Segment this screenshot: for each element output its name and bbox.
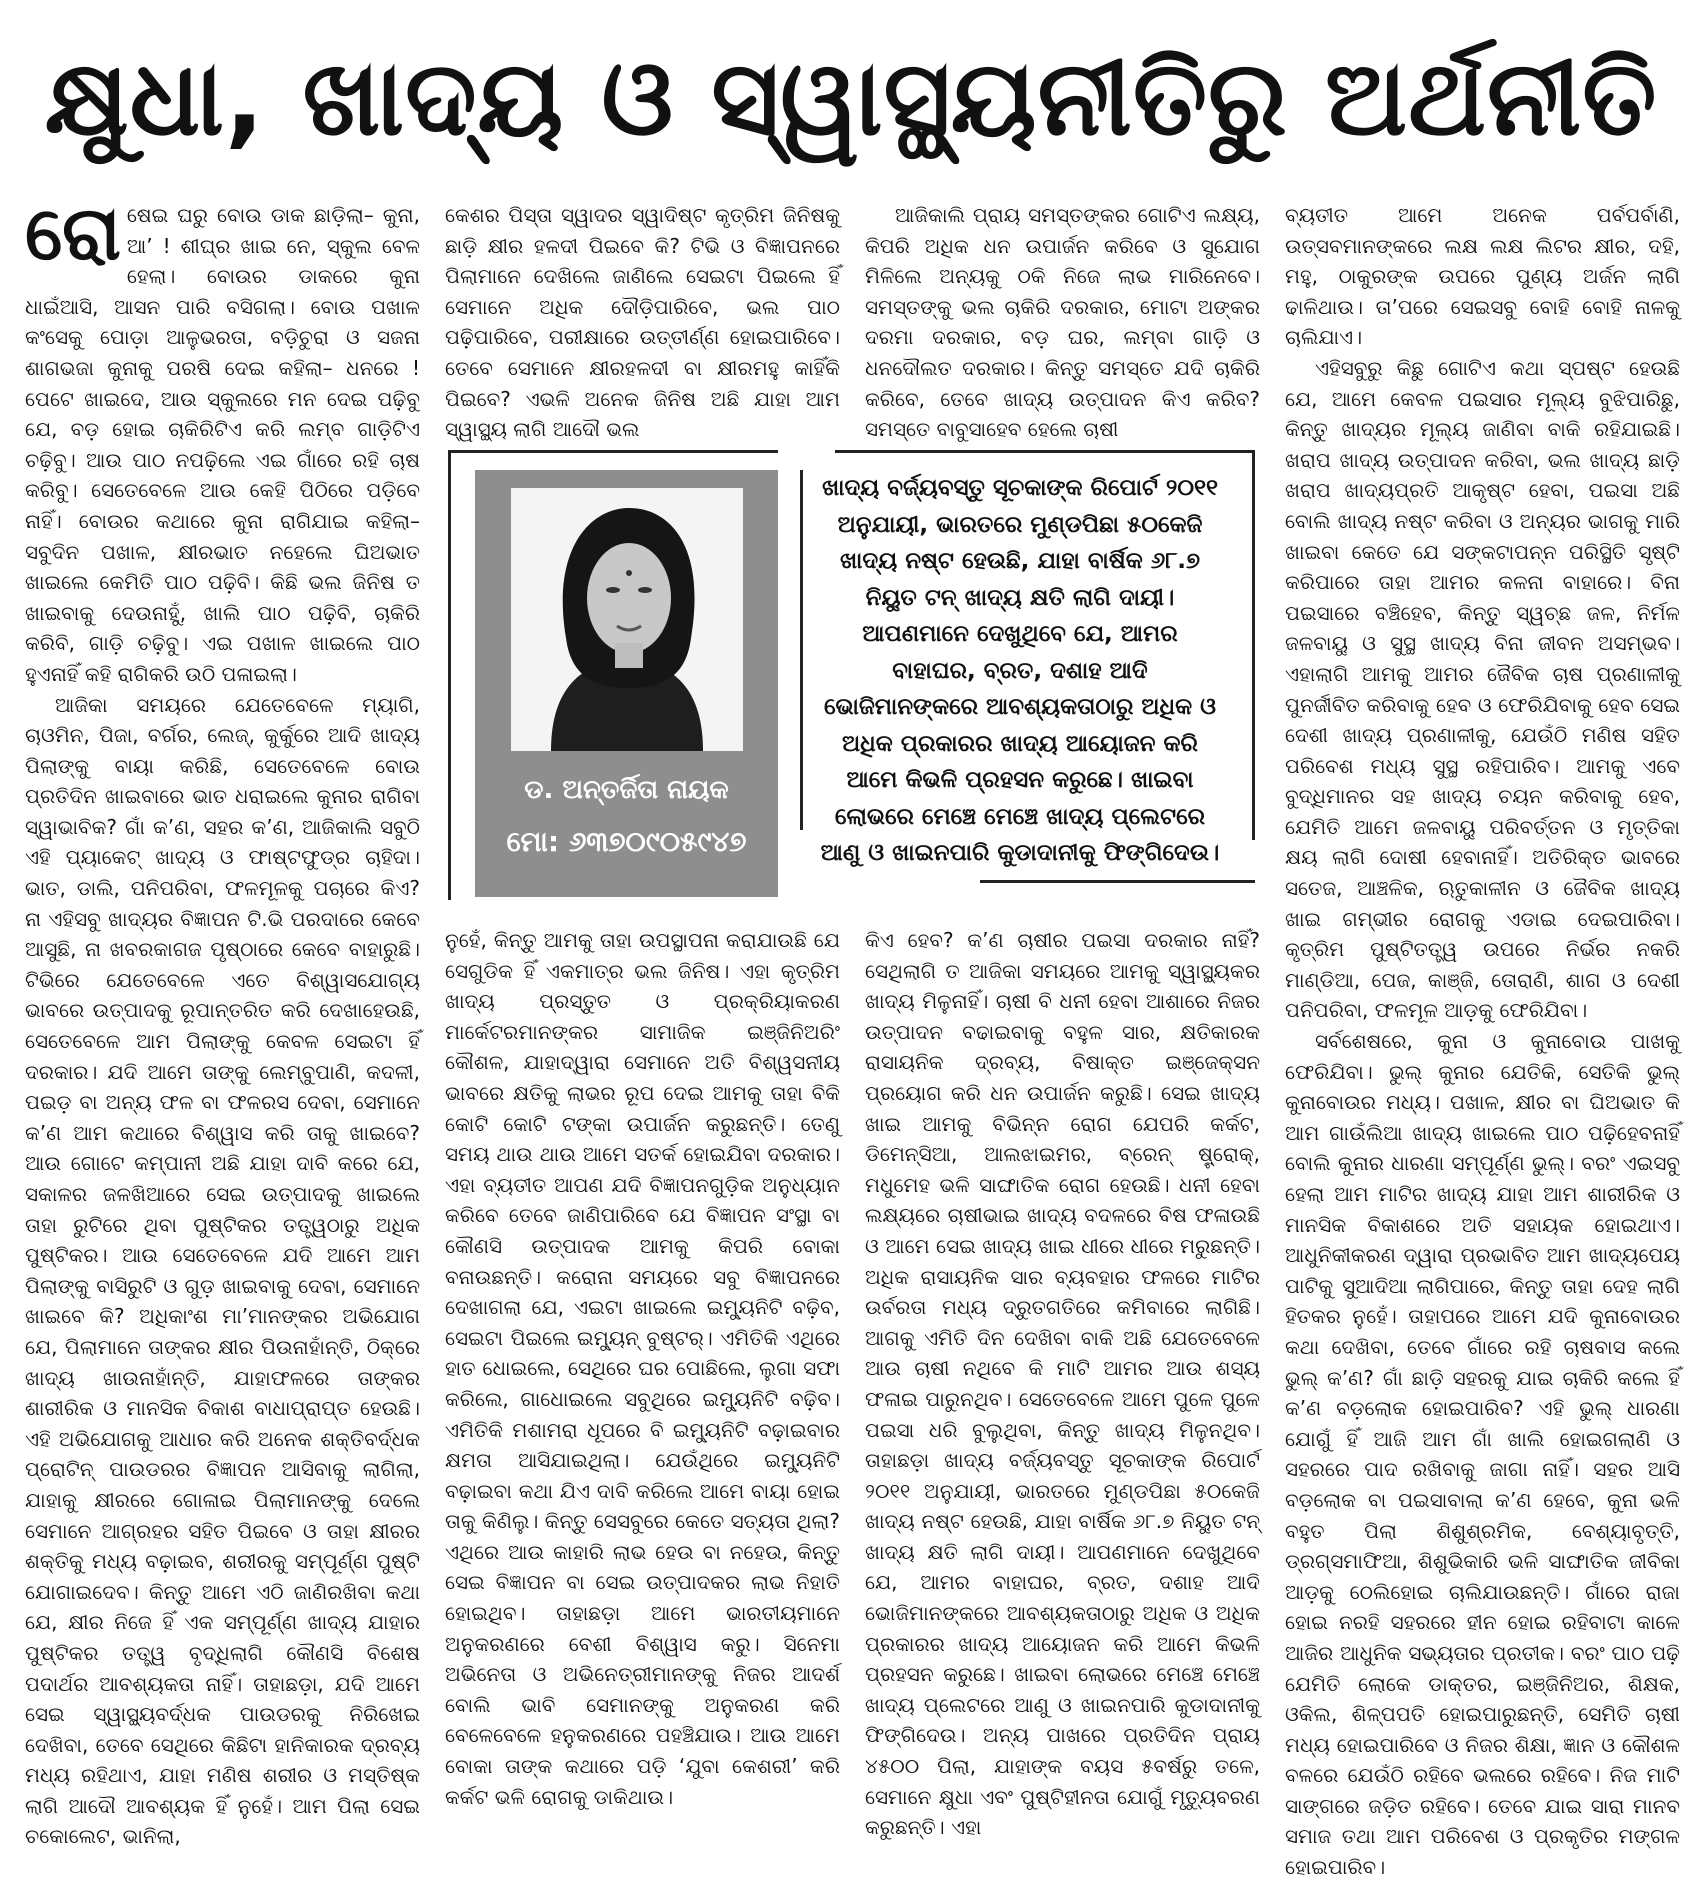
author-name: ଡ. ଅନ୍ତର୍ଜିତା ନାୟକ [524,775,729,805]
author-phone: ମୋ: ୬୩୭୦୯୦୫୯୪୭ [506,825,747,858]
column-3-bottom [865,925,1260,1840]
paragraph: କେଶର ପିସ୍ତା ସ୍ୱାଦର ସ୍ୱାଦିଷ୍ଟ କୃତ୍ରିମ ଜିନିଷକୁ ଛାଡ଼ି କ୍ଷୀର ହଳଦୀ ପିଇବେ କି? ଟିଭି ଓ ବିଜ୍ଞାପନରେ ପିଲାମାନେ ଦେଖିଲେ ଜାଣିଲେ ସେଇଟା ପିଇଲେ ହିଁ ସେମାନେ ଅଧିକ ଦୌଡ଼ିପାରିବେ, ଭଲ ପାଠ ପଢ଼ିପାରିବେ, ପରୀକ୍ଷାରେ ଉତ୍ତୀର୍ଣ୍ଣ ହୋଇପାରିବେ। ତେବେ ସେମାନେ କ୍ଷୀରହଳଦୀ ବା କ୍ଷୀରମହୁ କାହିଁକି ପିଇବେ? ଏଭଳି ଅନେକ ଜିନିଷ ଅଛି ଯାହା ଆମ ସ୍ୱାସ୍ଥ୍ୟ ଲାଗି ଆଦୌ ଭଲ [445,203,840,442]
portrait-image [511,488,743,751]
headline: କ୍ଷୁଧା, ଖାଦ୍ୟ ଓ ସ୍ୱାସ୍ଥ୍ୟନୀତିରୁ ଅର୍ଥନୀତି [44,37,1658,159]
column-3-top [865,200,1260,445]
column-1 [25,191,420,1849]
paragraph: ରୋଷେଇ ଘରୁ ବୋଉ ଡାକ ଛାଡ଼ିଲା– କୁନା, ଆ’ ! ଶୀଘ୍ର ଖାଇ ନେ, ସ୍କୁଲ ବେଳ ହେଲା। ବୋଉର ଡାକରେ କୁନା ଧାଇଁଆସି, ଆସନ ପାରି ବସିଗଲା। ବୋଉ ପଖାଳ କଂସେକୁ ପୋଡ଼ା ଆଳୁଭରତା, ବଡ଼ିଚୁରା ଓ ସଜନା ଶାଗଭଜା କୁନାକୁ ପରଷି ଦେଇ କହିଲା– ଧନରେ ! ପେଟେ ଖାଇଦେ, ଆଉ ସ୍କୁଲରେ ମନ ଦେଇ ପଢ଼ିବୁ ଯେ, ବଡ଼ ହୋଇ ଚାକିରିଟିଏ କରି ଲମ୍ବ ଗାଡ଼ିଟିଏ ଚଢ଼ିବୁ। ଆଉ ପାଠ ନପଢ଼ିଲେ ଏଇ ଗାଁରେ ରହି ଚାଷ କରିବୁ। ସେତେବେଳେ ଆଉ କେହି ପିଠିରେ ପଡ଼ିବେ ନାହିଁ। ବୋଉର କଥାରେ କୁନା ରାଗିଯାଇ କହିଲା– ସବୁଦିନ ପଖାଳ, କ୍ଷୀରଭାତ ନହେଲେ ଘିଅଭାତ ଖାଇଲେ କେମିତି ପାଠ ପଢ଼ିବି। କିଛି ଭଲ ଜିନିଷ ତ ଖାଇବାକୁ ଦେଉନାହୁଁ, ଖାଲି ପାଠ ପଢ଼ିବି, ଚାକିରି କରିବି, ଗାଡ଼ି ଚଢ଼ିବୁ। ଏଇ ପଖାଳ ଖାଇଲେ ପାଠ ହୁଏନାହିଁ କହି ରାଗିକରି ଉଠି ପଳାଇଲା। [25,191,420,686]
drop-cap: ରୋ [25,191,121,277]
box-rule-left [448,450,451,900]
paragraph: ଏହିସବୁରୁ କିଛୁ ଗୋଟିଏ କଥା ସ୍ପଷ୍ଟ ହେଉଛି ଯେ, ଆମେ କେବଳ ପଇସାର ମୂଲ୍ୟ ବୁଝିପାରିଛୁ, କିନ୍ତୁ ଖାଦ୍ୟର ମୂଲ୍ୟ ଜାଣିବା ବାକି ରହିଯାଇଛି। ଖରାପ ଖାଦ୍ୟ ଉତ୍ପାଦନ କରିବା, ଭଲ ଖାଦ୍ୟ ଛାଡ଼ି ଖରାପ ଖାଦ୍ୟପ୍ରତି ଆକୃଷ୍ଟ ହେବା, ପଇସା ଅଛି ବୋଲି ଖାଦ୍ୟ ନଷ୍ଟ କରିବା ଓ ଅନ୍ୟର ଭାଗକୁ ମାରି ଖାଇବା କେତେ ଯେ ସଙ୍କଟାପନ୍ନ ପରିସ୍ଥିତି ସୃଷ୍ଟି କରିପାରେ ତାହା ଆମର କଳନା ବାହାରେ। ବିନା ପଇସାରେ ବଞ୍ଚିହେବ, କିନ୍ତୁ ସ୍ୱଚ୍ଛ ଜଳ, ନିର୍ମଳ ଜଳବାୟୁ ଓ ସୁସ୍ଥ ଖାଦ୍ୟ ବିନା ଜୀବନ ଅସମ୍ଭବ। ଏହାଲାଗି ଆମକୁ ଆମର ଜୈବିକ ଚାଷ ପ୍ରଣାଳୀକୁ ପୁନର୍ଜୀବିତ କରିବାକୁ ହେବ ଓ ଫେରିଯିବାକୁ ହେବ ସେଇ ଦେଶୀ ଖାଦ୍ୟ ପ୍ରଣାଳୀକୁ, ଯେଉଁଠି ମଣିଷ ସହିତ ପରିବେଶ ମଧ୍ୟ ସୁସ୍ଥ ରହିପାରିବ। ଆମକୁ ଏବେ ବୁଦ୍ଧିମାନର ସହ ଖାଦ୍ୟ ଚୟନ କରିବାକୁ ହେବ, ଯେମିତି ଆମେ ଜଳବାୟୁ ପରିବର୍ତ୍ତନ ଓ ମୃତ୍ତିକା କ୍ଷୟ ଲାଗି ଦୋଷୀ ହେବାନାହିଁ। ଅତିରିକ୍ତ ଭାବରେ ସତେଜ, ଆଞ୍ଚଳିକ, ଋତୁକାଳୀନ ଓ ଜୈବିକ ଖାଦ୍ୟ ଖାଇ ଗମ୍ଭୀର ରୋଗକୁ ଏଡାଇ ଦେଇପାରିବା। କୃତ୍ରିମ ପୁଷ୍ଟିତତ୍ତ୍ୱ ଉପରେ ନିର୍ଭର ନକରି ମାଣ୍ଡିଆ, ପେଜ, କାଞ୍ଜି, ତୋରାଣି, ଶାଗ ଓ ଦେଶୀ ପନିପରିବା, ଫଳମୂଳ ଆଡ଼କୁ ଫେରିଯିବା। [1285,355,1680,1023]
author-photo-box [475,470,778,897]
quote-rule-left [800,470,803,830]
paragraph: ନୁହେଁ, କିନ୍ତୁ ଆମକୁ ତାହା ଉପସ୍ଥାପନା କରାଯାଉଛି ଯେ ସେଗୁଡିକ ହିଁ ଏକମାତ୍ର ଭଲ ଜିନିଷ। ଏହା କୃତ୍ରିମ ଖାଦ୍ୟ ପ୍ରସ୍ତୁତ ଓ ପ୍ରକ୍ରିୟାକରଣ ମାର୍କେଟରମାନଙ୍କର ସାମାଜିକ ଇଞ୍ଜିନିଅରିଂ କୌଶଳ, ଯାହାଦ୍ୱାରା ସେମାନେ ଅତି ବିଶ୍ୱସନୀୟ ଭାବରେ କ୍ଷତିକୁ ଲାଭର ରୂପ ଦେଇ ଆମକୁ ତାହା ବିକି କୋଟି କୋଟି ଟଙ୍କା ଉପାର୍ଜନ କରୁଛନ୍ତି। ତେଣୁ ସମୟ ଥାଉ ଥାଉ ଆମେ ସତର୍କ ହୋଇଯିବା ଦରକାର। ଏହା ବ୍ୟତୀତ ଆପଣ ଯଦି ବିଜ୍ଞାପନଗୁଡ଼ିକ ଅନୁଧ୍ୟାନ କରିବେ ତେବେ ଜାଣିପାରିବେ ଯେ ବିଜ୍ଞାପନ ସଂସ୍ଥା ବା କୌଣସି ଉତ୍ପାଦକ ଆମକୁ କିପରି ବୋକା ବନାଉଛନ୍ତି। କରୋନା ସମୟରେ ସବୁ ବିଜ୍ଞାପନରେ ଦେଖାଗଲା ଯେ, ଏଇଟା ଖାଇଲେ ଇମ୍ୟୁନିଟି ବଢ଼ିବ, ସେଇଟା ପିଇଲେ ଇମ୍ୟୁନ୍ ବୁଷ୍ଟର୍। ଏମିତିକି ଏଥିରେ ହାତ ଧୋଇଲେ, ସେଥିରେ ଘର ପୋଛିଲେ, ଲୁଗା ସଫା କରିଲେ, ଗାଧୋଇଲେ ସବୁଥିରେ ଇମ୍ୟୁନିଟି ବଢ଼ିବ। ଏମିତିକି ମଶାମରା ଧୂପରେ ବି ଇମ୍ୟୁନିଟି ବଢ଼ାଇବାର କ୍ଷମତା ଆସିଯାଇଥିଲା। ଯେଉଁଥିରେ ଇମ୍ୟୁନିଟି ବଢ଼ାଇବା କଥା ଯିଏ ଦାବି କରିଲେ ଆମେ ବାୟା ହୋଇ ତାକୁ କିଣିଲୁ। କିନ୍ତୁ ସେସବୁରେ କେତେ ସତ୍ୟତା ଥିଲା? ଏଥିରେ ଆଉ କାହାରି ଲାଭ ହେଉ ବା ନହେଉ, କିନ୍ତୁ ସେଇ ବିଜ୍ଞାପନ ବା ସେଇ ଉତ୍ପାଦକର ଲାଭ ନିହାତି ହୋଇଥିବ। ତାହାଛଡ଼ା ଆମେ ଭାରତୀୟମାନେ ଅନୁକରଣରେ ବେଶୀ ବିଶ୍ୱାସ କରୁ। ସିନେମା ଅଭିନେତା ଓ ଅଭିନେତ୍ରୀମାନଙ୍କୁ ନିଜର ଆଦର୍ଶ ବୋଲି ଭାବି ସେମାନଙ୍କୁ ଅନୁକରଣ କରି ବେଳେବେଳେ ହନୁକରଣରେ ପହଞ୍ଚିଯାଉ। ଆଉ ଆମେ ବୋକା ତାଙ୍କ କଥାରେ ପଡ଼ି ‘ଯୁବା କେଶରୀ’ କରି କର୍କଟ ଭଳି ରୋଗକୁ ଡାକିଥାଉ। [445,928,840,1809]
box-rule-top-right [835,450,1255,453]
column-2-top [445,200,840,442]
paragraph: ଆଜିକାଲି ପ୍ରାୟ ସମସ୍ତଙ୍କର ଗୋଟିଏ ଲକ୍ଷ୍ୟ, କିପରି ଅଧିକ ଧନ ଉପାର୍ଜନ କରିବେ ଓ ସୁଯୋଗ ମିଳିଲେ ଅନ୍ୟକୁ ଠକି ନିଜେ ଲାଭ ମାରିନେବେ। ସମସ୍ତଙ୍କୁ ଭଲ ଚାକିରି ଦରକାର, ମୋଟା ଅଙ୍କର ଦରମା ଦରକାର, ବଡ଼ ଘର, ଲମ୍ବା ଗାଡ଼ି ଓ ଧନଦୌଲତ ଦରକାର। କିନ୍ତୁ ସମସ୍ତେ ଯଦି ଚାକିରି କରିବେ, ତେବେ ଖାଦ୍ୟ ଉତ୍ପାଦନ କିଏ କରିବ? ସମସ୍ତେ ବାବୁସାହେବ ହେଲେ ଚାଷୀ [865,203,1260,442]
box-rule-right [1252,450,1255,840]
paragraph: ଆଜିକା ସମୟରେ ଯେତେବେଳେ ମ୍ୟାଗି, ଚାଓମିନ, ପିଜା, ବର୍ଗର, ଲେଜ୍, କୁର୍କୁରେ ଆଦି ଖାଦ୍ୟ ପିଲାଙ୍କୁ ବାୟା କରିଛି, ସେତେବେଳେ ବୋଉ ପ୍ରତିଦିନ ଖାଇବାରେ ଭାତ ଧରାଇଲେ କୁନାର ରାଗିବା ସ୍ୱାଭାବିକ? ଗାଁ କ’ଣ, ସହର କ’ଣ, ଆଜିକାଲି ସବୁଠି ଏହି ପ୍ୟାକେଟ୍ ଖାଦ୍ୟ ଓ ଫାଷ୍ଟଫୁଡ୍‌ର ଚାହିଦା। ଭାତ, ଡାଲି, ପନିପରିବା, ଫଳମୂଳକୁ ପଚାରେ କିଏ? ନା ଏହିସବୁ ଖାଦ୍ୟର ବିଜ୍ଞାପନ ଟି.ଭି ପରଦାରେ କେବେ ଆସୁଛି, ନା ଖବରକାଗଜ ପୃଷ୍ଠାରେ କେବେ ବାହାରୁଛି। ଟିଭିରେ ଯେତେବେଳେ ଏତେ ବିଶ୍ୱାସଯୋଗ୍ୟ ଭାବରେ ଉତ୍ପାଦକୁ ରୂପାନ୍ତରିତ କରି ଦେଖାହେଉଛି, ସେତେବେଳେ ଆମ ପିଲାଙ୍କୁ କେବଳ ସେଇଟା ହିଁ ଦରକାର। ଯଦି ଆମେ ତାଙ୍କୁ ଲେମ୍ବୁପାଣି, କଦଳୀ, ପଇଡ଼ ବା ଅନ୍ୟ ଫଳ ବା ଫଳରସ ଦେବା, ସେମାନେ କ’ଣ ଆମ କଥାରେ ବିଶ୍ୱାସ କରି ତାକୁ ଖାଇବେ? ଆଉ ଗୋଟେ କମ୍ପାନୀ ଅଛି ଯାହା ଦାବି କରେ ଯେ, ସକାଳର ଜଳଖିଆରେ ସେଇ ଉତ୍ପାଦକୁ ଖାଇଲେ ତାହା ରୁଟିରେ ଥିବା ପୁଷ୍ଟିକର ତତ୍ତ୍ୱଠାରୁ ଅଧିକ ପୁଷ୍ଟିକର। ଆଉ ସେତେବେଳେ ଯଦି ଆମେ ଆମ ପିଲାଙ୍କୁ ବାସିରୁଟି ଓ ଗୁଡ଼ ଖାଇବାକୁ ଦେବା, ସେମାନେ ଖାଇବେ କି? ଅଧିକାଂଶ ମା’ମାନଙ୍କର ଅଭିଯୋଗ ଯେ, ପିଲାମାନେ ତାଙ୍କର କ୍ଷୀର ପିଉନାହାଁନ୍ତି, ଠିକ୍‌ରେ ଖାଦ୍ୟ ଖାଉନାହାଁନ୍ତି, ଯାହାଫଳରେ ତାଙ୍କର ଶାରୀରିକ ଓ ମାନସିକ ବିକାଶ ବାଧାପ୍ରାପ୍ତ ହେଉଛି। ଏହି ଅଭିଯୋଗକୁ ଆଧାର କରି ଅନେକ ଶକ୍ତିବର୍ଦ୍ଧକ ପ୍ରୋଟିନ୍ ପାଉଡରର ବିଜ୍ଞାପନ ଆସିବାକୁ ଲାଗିଲା, ଯାହାକୁ କ୍ଷୀରରେ ଗୋଳାଇ ପିଲାମାନଙ୍କୁ ଦେଲେ ସେମାନେ ଆଗ୍ରହର ସହିତ ପିଇବେ ଓ ତାହା କ୍ଷୀରର ଶକ୍ତିକୁ ମଧ୍ୟ ବଢ଼ାଇବ, ଶରୀରକୁ ସମ୍ପୂର୍ଣ୍ଣ ପୁଷ୍ଟି ଯୋଗାଇଦେବ। କିନ୍ତୁ ଆମେ ଏଠି ଜାଣିରଖିବା କଥା ଯେ, କ୍ଷୀର ନିଜେ ହିଁ ଏକ ସମ୍ପୂର୍ଣ୍ଣ ଖାଦ୍ୟ ଯାହାର ପୁଷ୍ଟିକର ତତ୍ତ୍ୱ ବୃଦ୍ଧିଲାଗି କୌଣସି ବିଶେଷ ପଦାର୍ଥର ଆବଶ୍ୟକତା ନାହିଁ। ତାହାଛଡ଼ା, ଯଦି ଆମେ ସେଇ ସ୍ୱାସ୍ଥ୍ୟବର୍ଦ୍ଧକ ପାଉଡରକୁ ନିରିଖେଇ ଦେଖିବା, ତେବେ ସେଥିରେ କିଛିଟା ହାନିକାରକ ଦ୍ରବ୍ୟ ମଧ୍ୟ ରହିଥାଏ, ଯାହା ମଣିଷ ଶରୀର ଓ ମସ୍ତିଷ୍କ ଲାଗି ଆଦୌ ଆବଶ୍ୟକ ହିଁ ନୁହେଁ। ଆମ ପିଲା ସେଇ ଚକୋଲେଟ, ଭାନିଲା, [25,692,420,1849]
paragraph: ସର୍ବଶେଷରେ, କୁନା ଓ କୁନାବୋଉ ପାଖକୁ ଫେରିଯିବା। ଭୁଲ୍ କୁନାର ଯେତିକି, ସେତିକି ଭୁଲ୍ କୁନାବୋଉର ମଧ୍ୟ। ପଖାଳ, କ୍ଷୀର ବା ଘିଅଭାତ କି ଆମ ଗାଉଁଲିଆ ଖାଦ୍ୟ ଖାଇଲେ ପାଠ ପଢ଼ିହେବନାହିଁ ବୋଲି କୁନାର ଧାରଣା ସମ୍ପୂର୍ଣ୍ଣ ଭୁଲ୍। ବରଂ ଏଇସବୁ ହେଲା ଆମ ମାଟିର ଖାଦ୍ୟ ଯାହା ଆମ ଶାରୀରିକ ଓ ମାନସିକ ବିକାଶରେ ଅତି ସହାୟକ ହୋଇଥାଏ। ଆଧୁନିକୀକରଣ ଦ୍ୱାରା ପ୍ରଭାବିତ ଆମ ଖାଦ୍ୟପେୟ ପାଟିକୁ ସୁଆଦିଆ ଲାଗିପାରେ, କିନ୍ତୁ ତାହା ଦେହ ଲାଗି ହିତକର ନୁହେଁ। ତାହାପରେ ଆମେ ଯଦି କୁନାବୋଉର କଥା ଦେଖିବା, ତେବେ ଗାଁରେ ରହି ଚାଷବାସ କଲେ ଭୁଲ୍ କ’ଣ? ଗାଁ ଛାଡ଼ି ସହରକୁ ଯାଇ ଚାକିରି କଲେ ହିଁ କ’ଣ ବଡ଼ଲୋକ ହୋଇପାରିବ? ଏହି ଭୁଲ୍ ଧାରଣା ଯୋଗୁଁ ହିଁ ଆଜି ଆମ ଗାଁ ଖାଲି ହୋଇଗଲାଣି ଓ ସହରରେ ପାଦ ରଖିବାକୁ ଜାଗା ନାହିଁ। ସହର ଆସି ବଡ଼ଲୋକ ବା ପଇସାବାଲା କ’ଣ ହେବେ, କୁନା ଭଳି ବହୁତ ପିଲା ଶିଶୁଶ୍ରମିକ, ବେଶ୍ୟାବୃତ୍ତି, ଡ୍ରଗ୍‌ସମାଫିଆ, ଶିଶୁଭିକାରି ଭଳି ସାଙ୍ଘାତିକ ଜୀବିକା ଆଡ଼କୁ ଠେଲିହୋଇ ଚାଲିଯାଉଛନ୍ତି। ଗାଁରେ ରାଜା ହୋଇ ନରହି ସହରରେ ହୀନ ହୋଇ ରହିବାଟା କାଳେ ଆଜିର ଆଧୁନିକ ସଭ୍ୟତାର ପ୍ରତୀକ। ବରଂ ପାଠ ପଢ଼ି ଯେମିତି ଲୋକେ ଡାକ୍ତର, ଇଞ୍ଜିନିଅର, ଶିକ୍ଷକ, ଓକିଲ, ଶିଳ୍ପପତି ହୋଇପାରୁଛନ୍ତି, ସେମିତି ଚାଷୀ ମଧ୍ୟ ହୋଇପାରିବେ ଓ ନିଜର ଶିକ୍ଷା, ଜ୍ଞାନ ଓ କୌଶଳ ବଳରେ ଯେଉଁଠି ରହିବେ ଭଲରେ ରହିବେ। ନିଜ ମାଟି ସାଙ୍ଗରେ ଜଡ଼ିତ ରହିବେ। ତେବେ ଯାଇ ସାରା ମାନବ ସମାଜ ତଥା ଆମ ପରିବେଶ ଓ ପ୍ରକୃତିର ମଙ୍ଗଳ ହୋଇପାରିବ। [1285,1029,1680,1880]
author-portrait [511,488,743,751]
column-4 [1285,200,1680,1880]
box-rule-top [448,450,778,453]
paragraph: ବ୍ୟତୀତ ଆମେ ଅନେକ ପର୍ବପର୍ବାଣି, ଉତ୍ସବମାନଙ୍କରେ ଲକ୍ଷ ଲକ୍ଷ ଲିଟର କ୍ଷୀର, ଦହି, ମହୁ, ଠାକୁରଙ୍କ ଉପରେ ପୁଣ୍ୟ ଅର୍ଜନ ଲାଗି ଢାଳିଥାଉ। ତା’ପରେ ସେଇସବୁ ବୋହି ବୋହି ନାଳକୁ ଚାଲିଯାଏ। [1285,203,1680,350]
column-2-bottom [445,925,840,1809]
paragraph: କିଏ ହେବ? କ’ଣ ଚାଷୀର ପଇସା ଦରକାର ନାହିଁ? ସେଥିଲାଗି ତ ଆଜିକା ସମୟରେ ଆମକୁ ସ୍ୱାସ୍ଥ୍ୟକର ଖାଦ୍ୟ ମିଳୁନାହିଁ। ଚାଷୀ ବି ଧନୀ ହେବା ଆଶାରେ ନିଜର ଉତ୍ପାଦନ ବଢାଇବାକୁ ବହୁଳ ସାର, କ୍ଷତିକାରକ ରାସାୟନିକ ଦ୍ରବ୍ୟ, ବିଷାକ୍ତ ଇଞ୍ଜେକ୍ସନ ପ୍ରୟୋଗ କରି ଧନ ଉପାର୍ଜନ କରୁଛି। ସେଇ ଖାଦ୍ୟ ଖାଇ ଆମକୁ ବିଭିନ୍ନ ରୋଗ ଯେପରି କର୍କଟ, ଡିମେନ୍‌ସିଆ, ଆଲଝାଇମର, ବ୍ରେନ୍ ଷ୍ଟ୍ରୋକ୍, ମଧୁମେହ ଭଳି ସାଙ୍ଘାତିକ ରୋଗ ହେଉଛି। ଧନୀ ହେବା ଲକ୍ଷ୍ୟରେ ଚାଷୀଭାଇ ଖାଦ୍ୟ ବଦଳରେ ବିଷ ଫଳାଉଛି ଓ ଆମେ ସେଇ ଖାଦ୍ୟ ଖାଇ ଧୀରେ ଧୀରେ ମରୁଛନ୍ତି। ଅଧିକ ରାସାୟନିକ ସାର ବ୍ୟବହାର ଫଳରେ ମାଟିର ଉର୍ବରତା ମଧ୍ୟ ଦ୍ରୁତଗତିରେ କମିବାରେ ଲାଗିଛି। ଆଗକୁ ଏମିତି ଦିନ ଦେଖିବା ବାକି ଅଛି ଯେତେବେଳେ ଆଉ ଚାଷୀ ନଥିବେ କି ମାଟି ଆମର ଆଉ ଶସ୍ୟ ଫଳାଇ ପାରୁନଥିବ। ସେତେବେଳେ ଆମେ ପୁଳେ ପୁଳେ ପଇସା ଧରି ବୁଲୁଥିବା, କିନ୍ତୁ ଖାଦ୍ୟ ମିଳୁନଥିବ। ତାହାଛଡ଼ା ଖାଦ୍ୟ ବର୍ଜ୍ୟବସ୍ତୁ ସୂଚକାଙ୍କ ରିପୋର୍ଟ ୨୦୧୧ ଅନୁଯାୟୀ, ଭାରତରେ ମୁଣ୍ଡପିଛା ୫୦କେଜି ଖାଦ୍ୟ ନଷ୍ଟ ହେଉଛି, ଯାହା ବାର୍ଷିକ ୬୮.୭ ନିୟୁତ ଟନ୍ ଖାଦ୍ୟ କ୍ଷତି ଲାଗି ଦାୟୀ। ଆପଣମାନେ ଦେଖୁଥିବେ ଯେ, ଆମର ବାହାଘର, ବ୍ରତ, ଦଶାହ ଆଦି ଭୋଜିମାନଙ୍କରେ ଆବଶ୍ୟକତାଠାରୁ ଅଧିକ ଓ ଅଧିକ ପ୍ରକାରର ଖାଦ୍ୟ ଆୟୋଜନ କରି ଆମେ କିଭଳି ପ୍ରହସନ କରୁଛେ। ଖାଇବା ଲୋଭରେ ମେଞ୍ଚେ ମେଞ୍ଚେ ଖାଦ୍ୟ ପ୍ଲେଟରେ ଆଣୁ ଓ ଖାଇନପାରି କୁଡାଦାନୀକୁ ଫିଙ୍ଗିଦେଉ। ଅନ୍ୟ ପାଖରେ ପ୍ରତିଦିନ ପ୍ରାୟ ୪୫୦୦ ପିଲା, ଯାହାଙ୍କ ବୟସ ୫ବର୍ଷରୁ ତଳେ, ସେମାନେ କ୍ଷୁଧା ଏବଂ ପୁଷ୍ଟିହୀନତା ଯୋଗୁଁ ମୃତ୍ୟୁବରଣ କରୁଛନ୍ତି। ଏହା [865,928,1260,1840]
pull-quote: ଖାଦ୍ୟ ବର୍ଜ୍ୟବସ୍ତୁ ସୂଚକାଙ୍କ ରିପୋର୍ଟ ୨୦୧୧ ଅନୁଯାୟୀ, ଭାରତରେ ମୁଣ୍ଡପିଛା ୫୦କେଜି ଖାଦ୍ୟ ନଷ୍ଟ ହେଉଛି, ଯାହା ବାର୍ଷିକ ୬୮.୭ ନିୟୁତ ଟନ୍ ଖାଦ୍ୟ କ୍ଷତି ଲାଗି ଦାୟୀ। ଆପଣମାନେ ଦେଖୁଥିବେ ଯେ, ଆମର ବାହାଘର, ବ୍ରତ, ଦଶାହ ଆଦି ଭୋଜିମାନଙ୍କରେ ଆବଶ୍ୟକତାଠାରୁ ଅଧିକ ଓ ଅଧିକ ପ୍ରକାରର ଖାଦ୍ୟ ଆୟୋଜନ କରି ଆମେ କିଭଳି ପ୍ରହସନ କରୁଛେ। ଖାଇବା ଲୋଭରେ ମେଞ୍ଚେ ମେଞ୍ଚେ ଖାଦ୍ୟ ପ୍ଲେଟରେ ଆଣୁ ଓ ଖାଇନପାରି କୁଡାଦାନୀକୁ ଫିଙ୍ଗିଦେଉ। [820,475,1220,866]
box-rule-bottom [980,880,1255,883]
